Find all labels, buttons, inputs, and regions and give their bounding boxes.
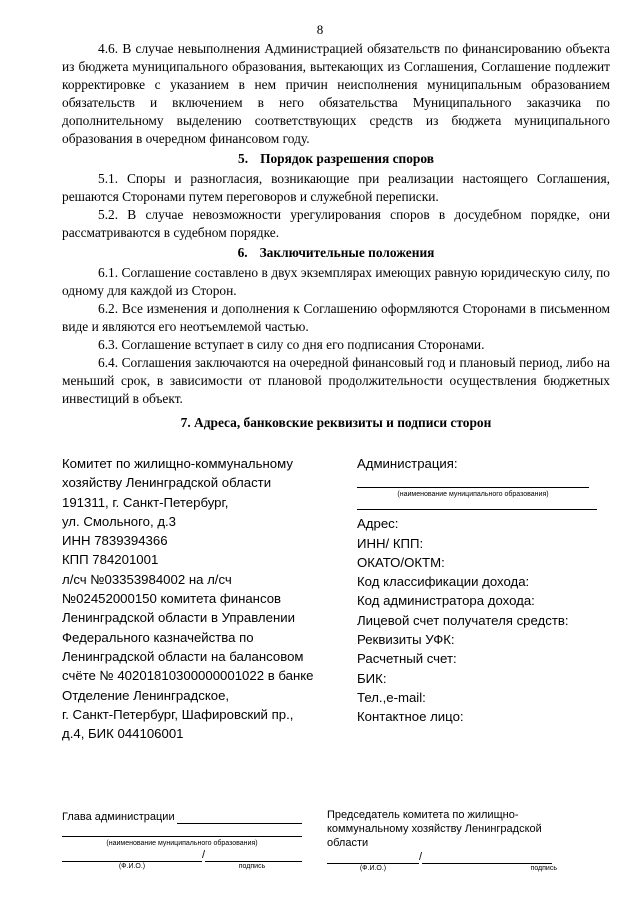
section-7-heading: 7. Адреса, банковские реквизиты и подписи сторон bbox=[180, 415, 492, 430]
left-slash: / bbox=[202, 849, 206, 861]
field-account: Лицевой счет получателя средств: bbox=[357, 612, 569, 628]
paragraph-6-4: 6.4. Соглашения заключаются на очередной финансовый год и плановый период, либо на меньший срок, в зависимости от плановой продолжительности осуществления бюджетных инвестиций в объект. bbox=[62, 355, 610, 406]
paragraph-6-1: 6.1. Соглашение составлено в двух экземплярах имеющих равную юридическую силу, по одному для каждой из Сторон. bbox=[62, 265, 610, 298]
chairman-title-line-3: области bbox=[327, 837, 369, 849]
left-municipality-caption: (наименование муниципального образования) bbox=[106, 840, 258, 847]
field-inn-kpp: ИНН/ КПП: bbox=[357, 535, 424, 551]
right-slash: / bbox=[419, 851, 423, 863]
requisite-line: Ленинградской области на балансовом bbox=[62, 648, 304, 664]
paragraph-6-3: 6.3. Соглашение вступает в силу со дня его подписания Сторонами. bbox=[98, 337, 485, 352]
left-fio-caption: (Ф.И.О.) bbox=[118, 863, 146, 870]
requisite-line: Ленинградской области в Управлении bbox=[62, 610, 295, 626]
requisite-line: ИНН 7839394366 bbox=[62, 533, 168, 549]
requisite-line: №02452000150 комитета финансов bbox=[62, 591, 282, 607]
requisite-line: л/сч №03353984002 на л/сч bbox=[62, 571, 232, 587]
chairman-title-line-1: Председатель комитета по жилищно- bbox=[327, 809, 519, 821]
page-number: 8 bbox=[316, 22, 324, 37]
requisite-line: Комитет по жилищно-коммунальному bbox=[62, 456, 293, 471]
paragraph-6-2: 6.2. Все изменения и дополнения к Соглашению оформляются Сторонами в письменном виде и являются его неотъемлемой частью. bbox=[62, 301, 610, 334]
committee-requisites bbox=[62, 454, 352, 743]
municipality-name-line-2 bbox=[357, 499, 597, 510]
requisite-line: КПП 784201001 bbox=[62, 552, 159, 568]
left-municipality-line bbox=[62, 824, 302, 837]
section-6-heading bbox=[62, 244, 610, 262]
field-contact: Контактное лицо: bbox=[357, 709, 464, 725]
document-body bbox=[62, 40, 610, 434]
requisite-line: г. Санкт-Петербург, Шафировский пр., bbox=[62, 706, 294, 722]
right-sign-line bbox=[422, 851, 552, 864]
section-6-title: Заключительные положения bbox=[259, 245, 435, 260]
section-5-title: Порядок разрешения споров bbox=[260, 151, 434, 166]
left-signature-block bbox=[62, 810, 302, 871]
section-6-number: 6. bbox=[237, 245, 248, 260]
field-ufk: Реквизиты УФК: bbox=[357, 632, 455, 648]
head-title: Глава администрации bbox=[62, 811, 175, 823]
section-5-heading bbox=[62, 150, 610, 168]
left-sign-caption: подпись bbox=[238, 863, 266, 870]
right-sign-caption: подпись bbox=[530, 865, 557, 872]
requisite-line: ул. Смольного, д.3 bbox=[62, 513, 177, 529]
chairman-title-line-2: коммунальному хозяйству Ленинградской bbox=[327, 823, 542, 835]
paragraph-5-2: 5.2. В случае невозможности урегулирования споров в досудебном порядке, они рассматриваются в судебном порядке. bbox=[62, 207, 610, 240]
requisite-line: счёте № 40201810300000001022 в банке bbox=[62, 668, 314, 684]
field-admin-code: Код администратора дохода: bbox=[357, 593, 535, 609]
field-phone-email: Тел.,e-mail: bbox=[357, 689, 426, 705]
requisite-line: 191311, г. Санкт-Петербург, bbox=[62, 494, 229, 510]
right-fio-caption: (Ф.И.О.) bbox=[359, 865, 387, 872]
requisite-line: д.4, БИК 044106001 bbox=[62, 726, 184, 742]
left-fio-line bbox=[62, 849, 202, 862]
paragraph-4-6: 4.6. В случае невыполнения Администрацией обязательств по финансированию объекта из бюджета муниципального образования, вытекающих из Соглашения, Соглашение подлежит корректировке с указанием в нем причин неисполнения муниципальным образованием обязательств и включением в него обязательства Муниципального заказчика по дополнительному выделению соответствующих средств из бюджета муниципального образования в очередном финансовом году. bbox=[62, 41, 610, 146]
requisite-line: хозяйству Ленинградской области bbox=[62, 475, 272, 491]
field-address: Адрес: bbox=[357, 516, 399, 532]
right-fio-line bbox=[327, 851, 419, 864]
head-title-line bbox=[177, 813, 302, 824]
municipality-name-caption: (наименование муниципального образования) bbox=[397, 491, 549, 499]
administration-requisites bbox=[357, 454, 607, 727]
requisite-line: Федерального казначейства по bbox=[62, 629, 254, 645]
field-income-code: Код классификации дохода: bbox=[357, 574, 530, 590]
field-bik: БИК: bbox=[357, 670, 387, 686]
paragraph-5-1: 5.1. Споры и разногласия, возникающие при реализации настоящего Соглашения, решаются Сторонами путем переговоров и служебной переписки. bbox=[62, 171, 610, 204]
field-settlement-account: Расчетный счет: bbox=[357, 651, 457, 667]
section-5-number: 5. bbox=[238, 151, 249, 166]
municipality-name-line bbox=[357, 473, 589, 488]
field-okato: ОКАТО/ОКТМ: bbox=[357, 554, 445, 570]
right-signature-block bbox=[327, 808, 567, 873]
requisite-line: Отделение Ленинградское, bbox=[62, 687, 230, 703]
left-sign-line bbox=[205, 849, 302, 862]
administration-title: Администрация: bbox=[357, 456, 458, 471]
